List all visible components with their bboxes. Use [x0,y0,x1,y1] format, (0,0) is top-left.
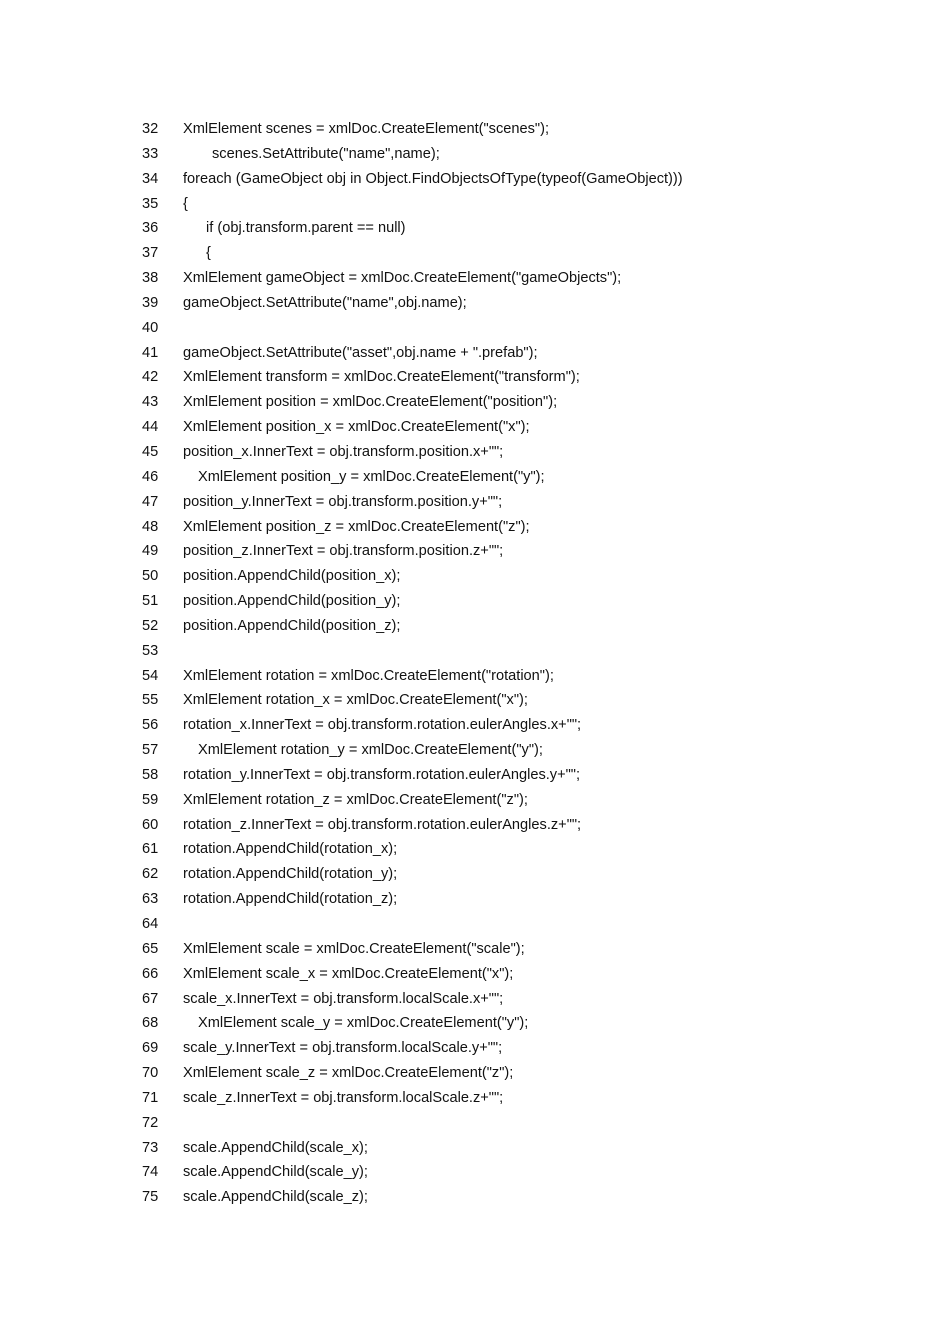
line-number: 39 [142,294,159,311]
line-number: 47 [142,493,159,510]
line-number: 50 [142,568,159,585]
code-line [0,142,950,167]
line-number: 67 [142,990,159,1007]
line-text: rotation.AppendChild(rotation_z); [183,891,398,908]
line-number: 56 [142,717,159,734]
line-text: XmlElement scale_z = xmlDoc.CreateElement("z"); [183,1065,514,1082]
code-line [0,365,950,390]
line-number: 41 [142,344,159,361]
code-line [0,1136,950,1161]
line-number: 71 [142,1089,159,1106]
line-text: gameObject.SetAttribute("name",obj.name); [183,294,467,311]
line-text: XmlElement gameObject = xmlDoc.CreateElement("gameObjects"); [183,270,622,287]
code-line [0,465,950,490]
line-text: scale_z.InnerText = obj.transform.localScale.z+""; [183,1089,504,1106]
line-number: 49 [142,543,159,560]
code-listing [0,117,950,1210]
line-text: XmlElement position = xmlDoc.CreateElement("position"); [183,394,558,411]
code-line [0,390,950,415]
code-line [0,788,950,813]
code-line [0,241,950,266]
line-text: position_z.InnerText = obj.transform.position.z+""; [183,543,504,560]
line-text: XmlElement scale = xmlDoc.CreateElement("scale"); [183,940,525,957]
line-number: 43 [142,394,159,411]
line-text: scale.AppendChild(scale_z); [183,1189,368,1206]
line-number: 66 [142,965,159,982]
code-line [0,117,950,142]
line-number: 44 [142,419,159,436]
code-line [0,639,950,664]
line-number: 62 [142,866,159,883]
line-number: 35 [142,195,159,212]
line-text: position.AppendChild(position_z); [183,617,401,634]
line-number: 48 [142,518,159,535]
line-text: XmlElement rotation = xmlDoc.CreateElement("rotation"); [183,667,554,684]
code-line [0,291,950,316]
line-number: 64 [142,916,159,932]
line-number: 33 [142,145,159,162]
line-text: rotation_y.InnerText = obj.transform.rotation.eulerAngles.y+""; [183,766,581,783]
line-number: 34 [142,170,159,187]
code-line [0,490,950,515]
line-number: 51 [142,593,159,610]
code-line [0,216,950,241]
code-line [0,589,950,614]
code-line [0,1086,950,1111]
line-text: XmlElement position_x = xmlDoc.CreateElement("x"); [183,419,530,436]
line-number: 40 [142,319,159,336]
line-text: gameObject.SetAttribute("asset",obj.name + ".prefab"); [183,344,538,361]
code-line [0,912,950,937]
line-text: XmlElement transform = xmlDoc.CreateElement("transform"); [183,369,580,386]
code-line [0,415,950,440]
code-line [0,1061,950,1086]
line-number: 73 [142,1139,159,1156]
code-line [0,862,950,887]
line-text: scale.AppendChild(scale_y); [183,1164,368,1181]
line-text: rotation.AppendChild(rotation_x); [183,841,398,858]
line-number: 72 [142,1114,159,1131]
code-line [0,813,950,838]
line-number: 57 [142,742,159,759]
line-text: rotation_z.InnerText = obj.transform.rotation.eulerAngles.z+""; [183,816,582,833]
code-line [0,937,950,962]
code-line [0,167,950,192]
line-number: 45 [142,443,159,460]
line-number: 59 [142,791,159,808]
line-text: XmlElement position_z = xmlDoc.CreateElement("z"); [183,518,530,535]
line-text: scenes.SetAttribute("name",name); [212,145,440,162]
line-number: 60 [142,816,159,833]
code-line [0,1185,950,1210]
line-number: 36 [142,220,159,237]
line-text: XmlElement scale_x = xmlDoc.CreateElement("x"); [183,965,514,982]
line-number: 68 [142,1015,159,1032]
line-number: 65 [142,940,159,957]
line-text: position.AppendChild(position_x); [183,568,401,585]
line-text: rotation_x.InnerText = obj.transform.rotation.eulerAngles.x+""; [183,717,582,734]
code-line [0,1011,950,1036]
line-text: scale.AppendChild(scale_x); [183,1139,368,1156]
line-number: 38 [142,270,159,287]
code-line [0,987,950,1012]
line-number: 37 [142,245,159,262]
code-line [0,837,950,862]
line-text: XmlElement rotation_x = xmlDoc.CreateElement("x"); [183,692,528,709]
line-number: 53 [142,642,159,659]
code-line [0,266,950,291]
code-line [0,539,950,564]
line-text: XmlElement rotation_y = xmlDoc.CreateElement("y"); [198,742,543,759]
code-line [0,515,950,540]
line-text: foreach (GameObject obj in Object.FindObjectsOfType(typeof(GameObject))) [183,170,683,187]
code-line [0,564,950,589]
line-text: XmlElement scale_y = xmlDoc.CreateElement("y"); [198,1015,529,1032]
code-line [0,614,950,639]
code-line [0,440,950,465]
line-number: 75 [142,1189,159,1206]
line-number: 54 [142,667,159,684]
line-number: 42 [142,369,159,386]
line-number: 69 [142,1040,159,1057]
line-text: { [183,195,188,212]
code-line [0,1036,950,1061]
line-number: 32 [142,121,159,137]
line-text: rotation.AppendChild(rotation_y); [183,866,398,883]
line-number: 55 [142,692,159,709]
line-text: position_y.InnerText = obj.transform.position.y+""; [183,493,503,510]
code-line [0,1111,950,1136]
line-number: 70 [142,1065,159,1082]
line-number: 58 [142,766,159,783]
code-line [0,887,950,912]
line-text: scale_y.InnerText = obj.transform.localScale.y+""; [183,1040,503,1057]
line-text: scale_x.InnerText = obj.transform.localScale.x+""; [183,990,504,1007]
line-number: 61 [142,841,159,858]
code-line [0,763,950,788]
line-text: if (obj.transform.parent == null) [206,220,406,237]
code-line [0,738,950,763]
line-number: 63 [142,891,159,908]
code-line [0,1160,950,1185]
line-text: { [206,245,211,262]
line-number: 74 [142,1164,159,1181]
line-number: 52 [142,617,159,634]
line-text: XmlElement position_y = xmlDoc.CreateElement("y"); [198,468,545,485]
code-line [0,713,950,738]
line-text: XmlElement rotation_z = xmlDoc.CreateElement("z"); [183,791,528,808]
code-line [0,688,950,713]
code-line [0,316,950,341]
line-text: position_x.InnerText = obj.transform.position.x+""; [183,443,504,460]
code-line [0,962,950,987]
line-text: XmlElement scenes = xmlDoc.CreateElement("scenes"); [183,121,550,137]
code-line [0,341,950,366]
line-number: 46 [142,468,159,485]
code-line [0,664,950,689]
line-text: position.AppendChild(position_y); [183,593,401,610]
code-line [0,192,950,217]
